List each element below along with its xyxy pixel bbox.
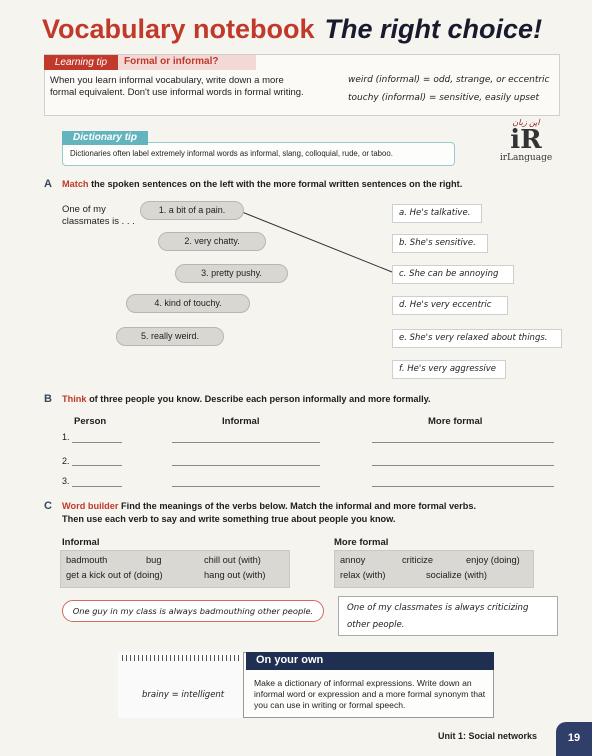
dictionary-tip-body: Dictionaries often label extremely informal words as informal, slang, colloquial, rude, or taboo. bbox=[70, 149, 393, 158]
column-person: Person bbox=[74, 416, 107, 427]
notebook-example: brainy = intelligent bbox=[142, 690, 225, 700]
learning-tip-heading: Formal or informal? bbox=[124, 56, 219, 67]
spoken-option-4[interactable]: 4. kind of touchy. bbox=[126, 294, 250, 313]
logo-mark: iR bbox=[510, 125, 542, 155]
written-option-d[interactable]: d. He's very eccentric bbox=[392, 296, 508, 315]
written-option-f[interactable]: f. He's very aggressive bbox=[392, 360, 506, 379]
spoken-option-1[interactable]: 1. a bit of a pain. bbox=[140, 201, 244, 220]
written-example: One of my classmates is always criticizing other people. bbox=[338, 596, 558, 636]
section-b-instruction bbox=[62, 394, 431, 404]
row-number-1: 1. bbox=[62, 432, 70, 442]
person-line-2[interactable] bbox=[72, 465, 122, 466]
column-more-formal: More formal bbox=[428, 416, 483, 427]
row-number-3: 3. bbox=[62, 476, 70, 486]
section-c-line-1 bbox=[62, 501, 476, 511]
section-c-heading: Word builder bbox=[62, 501, 119, 511]
person-line-3[interactable] bbox=[72, 486, 122, 487]
spoken-option-3[interactable]: 3. pretty pushy. bbox=[175, 264, 288, 283]
informal-word: get a kick out of (doing) bbox=[66, 570, 163, 580]
written-option-e[interactable]: e. She's very relaxed about things. bbox=[392, 329, 562, 348]
section-b-verb: Think bbox=[62, 394, 87, 404]
speaker-intro: One of my classmates is . . . bbox=[62, 204, 135, 227]
column-informal: Informal bbox=[222, 416, 260, 427]
section-a-rest: the spoken sentences on the left with the more formal written sentences on the right. bbox=[91, 179, 463, 189]
spoken-example: One guy in my class is always badmouthing other people. bbox=[62, 600, 324, 622]
logo-text: irLanguage bbox=[499, 153, 553, 163]
section-b-rest: of three people you know. Describe each person informally and more formally. bbox=[89, 394, 431, 404]
person-line-1[interactable] bbox=[72, 442, 122, 443]
formal-line-3[interactable] bbox=[372, 486, 554, 487]
formal-heading: More formal bbox=[334, 537, 389, 548]
on-your-own-title: On your own bbox=[256, 654, 324, 666]
informal-line-2[interactable] bbox=[172, 465, 320, 466]
section-c-line-1-text: Find the meanings of the verbs below. Match the informal and more formal verbs. bbox=[121, 501, 477, 511]
learning-tip-example-2: touchy (informal) = sensitive, easily upset bbox=[348, 93, 540, 103]
learning-tip-body: When you learn informal vocabulary, write down a more formal equivalent. Don't use informal words in formal writing. bbox=[50, 75, 304, 98]
section-a-letter: A bbox=[44, 178, 52, 190]
spoken-option-5[interactable]: 5. really weird. bbox=[116, 327, 224, 346]
section-b-letter: B bbox=[44, 393, 52, 405]
formal-line-2[interactable] bbox=[372, 465, 554, 466]
formal-word: relax (with) bbox=[340, 570, 386, 580]
on-your-own-body: Make a dictionary of informal expressions. Write down an informal word or expression and a more formal synonym that you can use in writing or formal speech. bbox=[254, 678, 486, 710]
informal-word: hang out (with) bbox=[204, 570, 266, 580]
formal-word: socialize (with) bbox=[426, 570, 487, 580]
row-number-2: 2. bbox=[62, 456, 70, 466]
title-sub: The right choice! bbox=[324, 14, 543, 44]
informal-heading: Informal bbox=[62, 537, 100, 548]
informal-line-1[interactable] bbox=[172, 442, 320, 443]
section-a-verb: Match bbox=[62, 179, 89, 189]
learning-tip-example-1: weird (informal) = odd, strange, or eccentric bbox=[348, 75, 550, 85]
learning-tip-label: Learning tip bbox=[44, 55, 118, 70]
logo-swirl: اپن زبان bbox=[512, 118, 540, 127]
page-number: 19 bbox=[556, 722, 592, 756]
spiral-binding-icon bbox=[122, 655, 240, 661]
formal-word: criticize bbox=[402, 555, 433, 565]
informal-word: badmouth bbox=[66, 555, 108, 565]
informal-word: chill out (with) bbox=[204, 555, 261, 565]
section-c-letter: C bbox=[44, 500, 52, 512]
informal-line-3[interactable] bbox=[172, 486, 320, 487]
formal-word: annoy bbox=[340, 555, 366, 565]
spoken-option-2[interactable]: 2. very chatty. bbox=[158, 232, 266, 251]
written-option-c[interactable]: c. She can be annoying bbox=[392, 265, 514, 284]
written-option-a[interactable]: a. He's talkative. bbox=[392, 204, 482, 223]
notebook-illustration bbox=[118, 652, 244, 718]
section-c-line-2: Then use each verb to say and write something true about people you know. bbox=[62, 514, 396, 524]
formal-line-1[interactable] bbox=[372, 442, 554, 443]
informal-word: bug bbox=[146, 555, 162, 565]
formal-word: enjoy (doing) bbox=[466, 555, 520, 565]
title-main: Vocabulary notebook bbox=[42, 14, 315, 44]
written-option-b[interactable]: b. She's sensitive. bbox=[392, 234, 488, 253]
unit-label: Unit 1: Social networks bbox=[438, 731, 538, 741]
dictionary-tip-label: Dictionary tip bbox=[62, 131, 148, 145]
